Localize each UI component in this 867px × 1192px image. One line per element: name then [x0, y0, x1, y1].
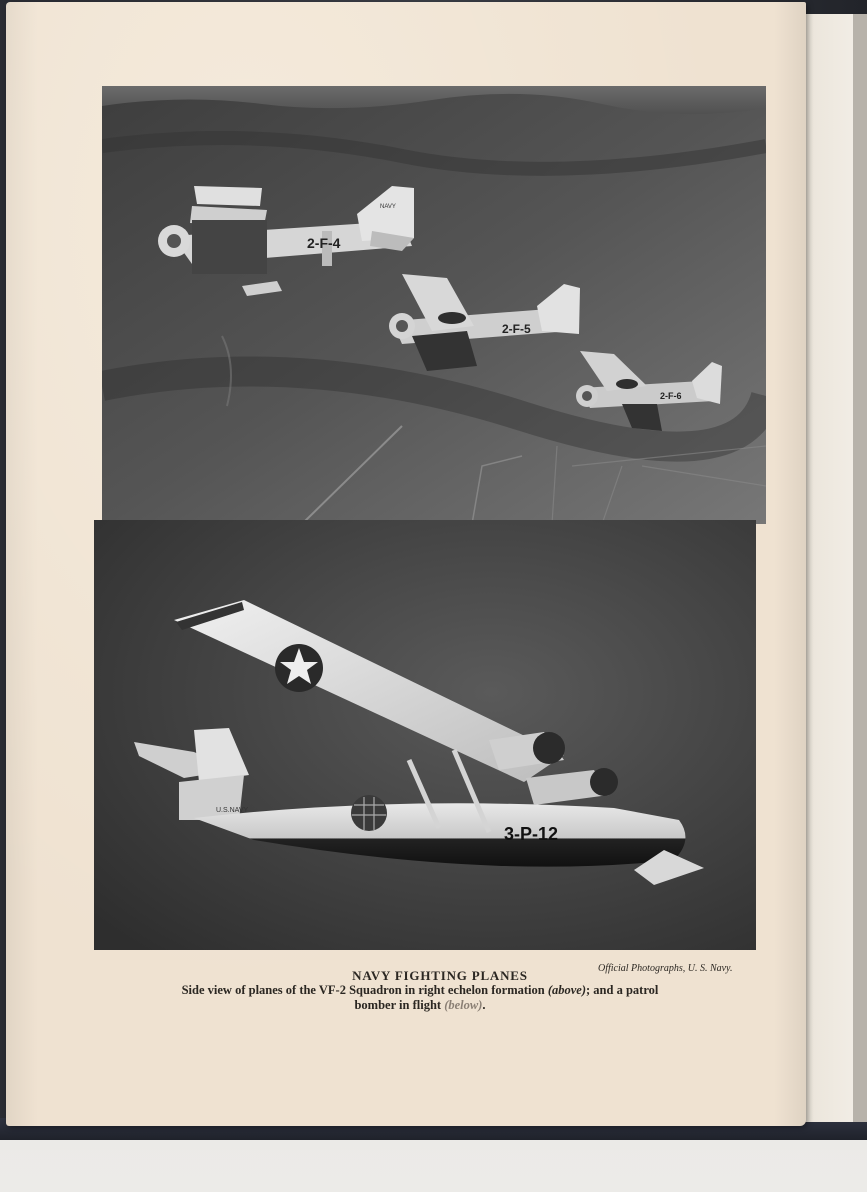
caption-line2: bomber in flight: [354, 998, 442, 1012]
caption-line2-end: .: [482, 998, 486, 1012]
caption-line1-end: ; and a patrol: [586, 983, 659, 997]
tail-marking: U.S.NAVY: [216, 807, 249, 814]
plane-marking-2f5: 2-F-5: [502, 322, 531, 336]
photo-patrol-bomber: [94, 520, 756, 950]
plane-marking-2f6: 2-F-6: [660, 391, 682, 401]
caption-title: NAVY FIGHTING PLANES: [352, 968, 528, 983]
plane-marking-2f4: 2-F-4: [307, 235, 341, 251]
plane-tail-marking: NAVY: [380, 204, 396, 210]
caption-body: [140, 983, 700, 1013]
photo-credit: Official Photographs, U. S. Navy.: [598, 963, 733, 974]
caption-line1: Side view of planes of the VF-2 Squadron in right echelon formation: [181, 983, 545, 997]
caption-below: (below): [444, 998, 483, 1012]
caption-above: (above): [547, 983, 587, 997]
photo-fighter-squadron: [102, 86, 766, 524]
hull-marking-3p12: 3-P-12: [504, 824, 559, 844]
